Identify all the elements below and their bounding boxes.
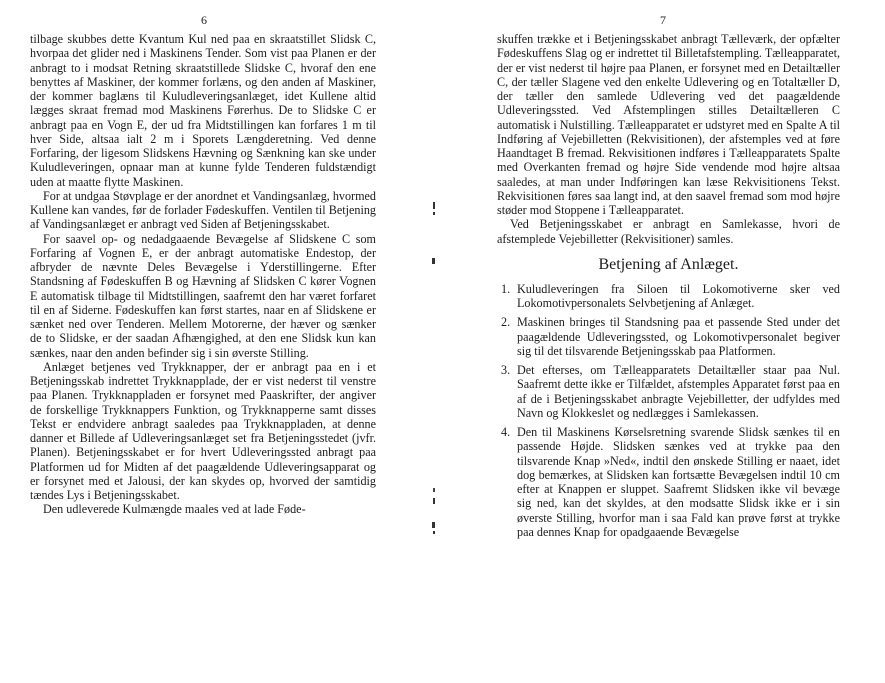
left-page-body xyxy=(30,32,376,517)
gutter-specks xyxy=(428,0,442,683)
list-item xyxy=(497,315,840,358)
right-page-body xyxy=(497,32,840,544)
list-text: Det efterses, om Tælleapparatets Detailtæller staar paa Nul. Saafremt dette ikke er Tilfældet, afstemples Apparatet først paa en af de i Betjeningsskabet anbragte Vejebilletter, der udfyldes med Navn og Klokkeslet og nedlægges i Samlekassen. xyxy=(517,363,840,420)
page-number-left: 6 xyxy=(201,13,207,27)
list-item xyxy=(497,363,840,420)
numbered-list xyxy=(497,282,840,539)
list-number: 4. xyxy=(501,425,511,439)
paragraph: For at undgaa Støvplage er der anordnet et Vandingsanlæg, hvormed Kullene kan vandes, før de forlader Fødeskuffen. Ventilen til Betjening af Vandingsanlæget er anbragt ved Siden af Betjeningsskabet. xyxy=(30,188,376,232)
list-item xyxy=(497,425,840,539)
paragraph: Ved Betjeningsskabet er anbragt en Samlekasse, hvori de afstemplede Vejebilletter (Rekvisitioner) samles. xyxy=(497,217,840,246)
list-item xyxy=(497,282,840,311)
paragraph: For saavel op- og nedadgaaende Bevægelse af Slidskene C som Forfaring af Vognen E, er der anbragt automatiske Endestop, der afbryder de nævnte Deles Bevægelse i Yderstillingerne. Efter Standsning af Fødeskuffen B og Hævning af Slidsken C kører Vognen E automatisk tilbage til Midtstillingen, saafremt den har været forfaret til en af Siderne. Fødeskuffen kan først startes, naar en af Slidskene er sænket ned over Tenderen. Mellem Motorerne, der hæver og sænker de to Slidske, er der saadan Afhængighed, at den ene Slidsk kun kan sænkes, naar den anden befinder sig i sin øverste Stilling. xyxy=(30,231,376,360)
page-number-right: 7 xyxy=(660,13,666,27)
paragraph: skuffen trække et i Betjeningsskabet anbragt Tælleværk, der opfælter Fødeskuffens Slag og er indrettet til Billetafstempling. Tælleapparatet, der er vist nederst til højre paa Planen, er forsynet med en Detailtæller C, der tæller Slagene ved den enkelte Udlevering og en Totaltæller D, der tæller den samlede Udlevering ved det paagældende Udleveringssted. Ved Afstemplingen stilles Detailtælleren C automatisk i Nulstilling. Tælleapparatet er udstyret med en Spalte A til Indføring af Vejebilletten (Rekvisitionen), der afstemples ved at føre Haandtaget B fremad. Rekvisitionen indføres i Tælleapparatets Spalte med Overkanten fremad og højre Side vendende mod højre altsaa saaledes, at man under Indføringen kan læse Rekvisitionens Tekst. Rekvisitionen føres saa langt ind, at den saavel fremad som mod højre støder mod Stoppene i Tælleapparatet. xyxy=(497,32,840,217)
list-number: 1. xyxy=(501,281,511,296)
list-text: Maskinen bringes til Standsning paa et passende Sted under det paagældende Udleveringssted, og Lokomotivpersonalet begiver sig til det tilsvarende Betjeningsskab paa Platformen. xyxy=(517,315,840,358)
paragraph: Anlæget betjenes ved Trykknapper, der er anbragt paa en i et Betjeningsskab indrettet Trykknapplade, der er vist nederst til venstre paa Planen. Trykknappladen er forsynet med Paaskrifter, der angiver de forskellige Trykknappers Funktion, og Trykknapperne samt disses Tekst er endvidere anbragt saaledes paa Trykknappladen, at denne danner et Billede af Udleveringsanlæget set fra Betjeningsstedet (jvfr. Planen). Betjeningsskabet er for hvert Udleveringssted anbragt paa Platformen ud for Midten af det paagældende Udleveringsapparat og er forsynet med et Jalousi, der kan skydes op, hvorved der samtidig tændes Lys i Betjeningsskabet. xyxy=(30,359,376,502)
section-heading: Betjening af Anlæget. xyxy=(598,255,739,273)
list-text: Den til Maskinens Kørselsretning svarende Slidsk sænkes til en passende Højde. Slidsken sænkes ved at trykke paa den tilsvarende Knap »Ned«, indtil den ønskede Stilling er naaet, idet dog bemærkes, at Slidsken kan fortsætte Bevægelsen indtil 10 cm efter at Knappen er sluppet. Saafremt Slidsken ikke vil bevæge sig ned, kan det skyldes, at den modsatte Slidsk ikke er i sin øverste Stilling, hvorfor man i saa Fald kan prøve først at trykke paa dennes Knap for opadgaaende Bevægelse xyxy=(517,425,840,539)
list-text: Kuludleveringen fra Siloen til Lokomotiverne sker ved Lokomotivpersonalets Selvbetjening af Anlæget. xyxy=(517,281,840,310)
paragraph: Den udleverede Kulmængde maales ved at lade Føde- xyxy=(43,502,306,517)
paragraph: tilbage skubbes dette Kvantum Kul ned paa en skraatstillet Slidsk C, hvorpaa det glider ned i Maskinens Tender. Som vist paa Planen er der anbragt to i modsat Retning skraatstillede Slidske C, hvoraf den ene benyttes af Maskiner, der kommer forlæns, og den anden af Maskiner, der kommer baglæns til Kuludleveringsanlæget, idet Kullene altid lægges skraat fremad mod Maskinens Førerhus. De to Slidske C er anbragt paa en Vogn E, der ud fra Midtstillingen kan forfares 1 m til hver Side, altsaa ialt 2 m i Sporets Længderetning. Ved denne Forfaring, der ligesom Slidskens Hævning og Sænkning kan ske under Kuludleveringen, opnaar man at kunne fylde Tenderen fuldstændigt uden at maatte flytte Maskinen. xyxy=(30,32,376,189)
list-number: 2. xyxy=(501,315,511,330)
list-number: 3. xyxy=(501,363,511,377)
